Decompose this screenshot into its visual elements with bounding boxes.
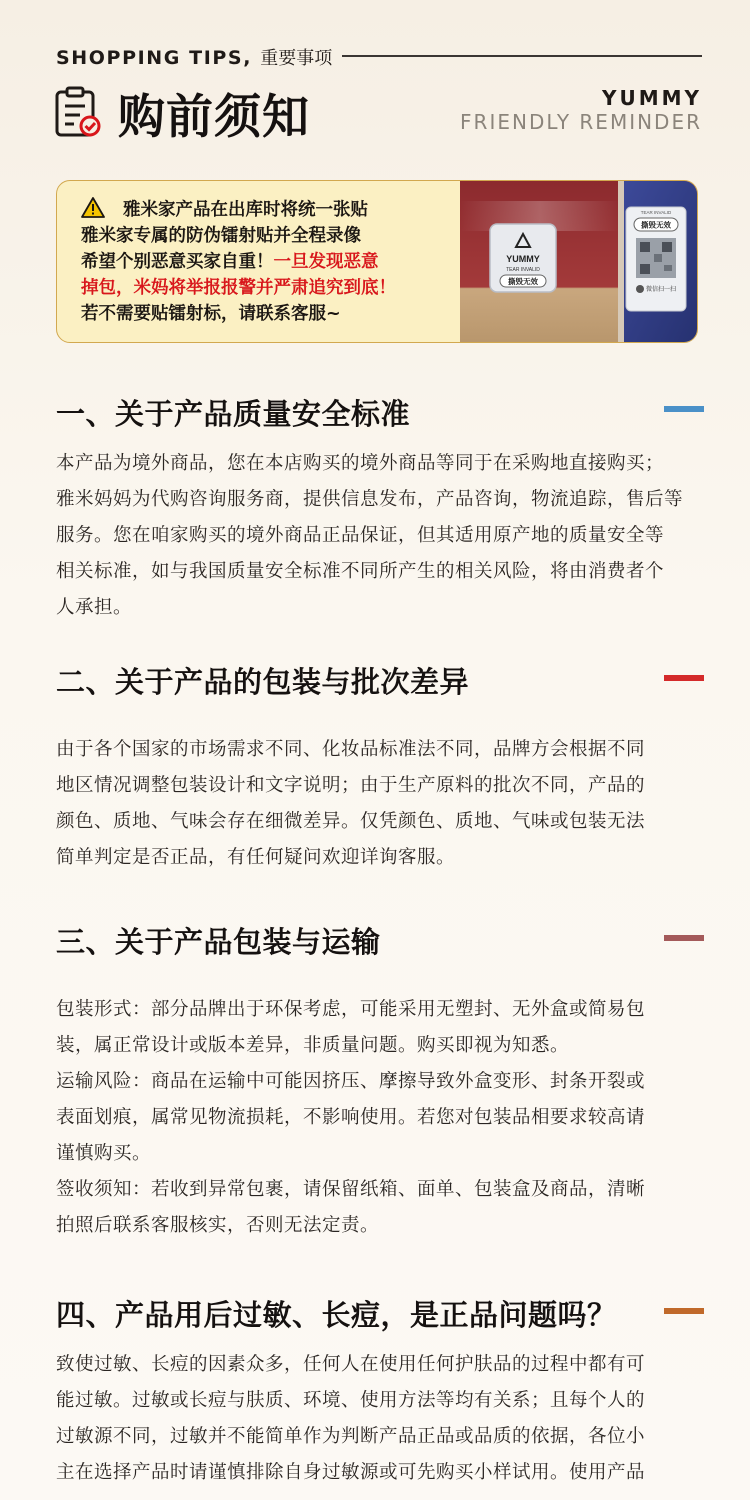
section-4-title: 四、产品用后过敏、长痘，是正品问题吗？ bbox=[56, 1298, 617, 1332]
notice-line-4-warning: 掉包，米妈将举报报警并严肃追究到底！ bbox=[81, 278, 396, 298]
section-3-line: 装，属正常设计或版本差异，非质量问题。购买即视为知悉。 bbox=[56, 1035, 570, 1056]
section-3-line: 运输风险：商品在运输中可能因挤压、摩擦导致外盒变形、封条开裂或 bbox=[56, 1071, 646, 1092]
sticker-sub: TEAR INVALID bbox=[506, 267, 540, 273]
section-3-title: 三、关于产品包装与运输 bbox=[56, 925, 381, 959]
notice-line-3-warning: 一旦发现恶意 bbox=[273, 252, 379, 272]
section-2-line: 简单判定是否正品，有任何疑问欢迎详询客服。 bbox=[56, 847, 456, 868]
section-4-line: 致使过敏、长痘的因素众多，任何人在使用任何护肤品的过程中都有可 bbox=[56, 1354, 646, 1375]
section-1-accent-bar bbox=[664, 406, 704, 412]
warning-icon bbox=[81, 197, 105, 218]
section-3-line: 谨慎购买。 bbox=[56, 1143, 152, 1164]
notice-line-5: 若不需要贴镭射标，请联系客服~ bbox=[81, 304, 341, 324]
tips-cn: 重要事项 bbox=[260, 48, 333, 69]
qr-top-label: TEAR INVALID bbox=[640, 210, 672, 215]
friendly-reminder-label: FRIENDLY REMINDER bbox=[460, 110, 702, 134]
section-1-title: 一、关于产品质量安全标准 bbox=[56, 397, 411, 431]
section-2-line: 由于各个国家的市场需求不同、化妆品标准法不同，品牌方会根据不同 bbox=[56, 739, 646, 760]
section-3-line: 拍照后联系客服核实，否则无法定责。 bbox=[56, 1215, 380, 1236]
section-3-line: 签收须知：若收到异常包裹，请保留纸箱、面单、包装盒及商品，清晰 bbox=[56, 1179, 646, 1200]
section-2-line: 地区情况调整包装设计和文字说明；由于生产原料的批次不同，产品的 bbox=[56, 775, 646, 796]
page-title: 购前须知 bbox=[118, 90, 310, 145]
section-4-line: 过敏源不同，过敏并不能简单作为判断产品正品或品质的依据，各位小 bbox=[56, 1426, 646, 1447]
qr-scan-label: 微信扫一扫 bbox=[645, 286, 677, 293]
notice-line-2: 雅米家专属的防伪镭射贴并全程录像 bbox=[81, 226, 361, 246]
section-1-line: 雅米妈妈为代购咨询服务商，提供信息发布，产品咨询，物流追踪，售后等 bbox=[56, 489, 684, 510]
section-2-body bbox=[56, 732, 704, 876]
header-divider bbox=[342, 55, 702, 57]
brand-name: YUMMY bbox=[601, 86, 702, 110]
section-4-line: 主在选择产品时请谨慎排除自身过敏源或可先购买小样试用。使用产品 bbox=[56, 1462, 646, 1483]
section-4-accent-bar bbox=[664, 1308, 704, 1314]
section-1-line: 本产品为境外商品，您在本店购买的境外商品等同于在采购地直接购买； bbox=[56, 453, 665, 474]
section-4-body bbox=[56, 1347, 704, 1491]
sticker-brand: YUMMY bbox=[506, 254, 540, 264]
section-4-line: 能过敏。过敏或长痘与肤质、环境、使用方法等均有关系；且每个人的 bbox=[56, 1390, 646, 1411]
notice-line-1: 雅米家产品在出库时将统一张贴 bbox=[123, 200, 368, 220]
qr-button: 撕毁无效 bbox=[641, 220, 671, 230]
section-3-line: 表面划痕，属常见物流损耗，不影响使用。若您对包装品相要求较高请 bbox=[56, 1107, 646, 1128]
clipboard-check-icon bbox=[54, 86, 102, 138]
shopping-tips-label bbox=[56, 44, 332, 70]
section-3-accent-bar bbox=[664, 935, 704, 941]
section-2-accent-bar bbox=[664, 675, 704, 681]
section-3-body bbox=[56, 992, 704, 1244]
section-2-title: 二、关于产品的包装与批次差异 bbox=[56, 665, 470, 699]
section-1-line: 相关标准，如与我国质量安全标准不同所产生的相关风险，将由消费者个 bbox=[56, 561, 665, 582]
section-2-line: 颜色、质地、气味会存在细微差异。仅凭颜色、质地、气味或包装无法 bbox=[56, 811, 646, 832]
section-3-line: 包装形式：部分品牌出于环保考虑，可能采用无塑封、无外盒或简易包 bbox=[56, 999, 646, 1020]
tips-en: SHOPPING TIPS, bbox=[56, 47, 253, 69]
section-1-line: 服务。您在咱家购买的境外商品正品保证，但其适用原产地的质量安全等 bbox=[56, 525, 665, 546]
laser-sticker-photo bbox=[460, 181, 698, 343]
sticker-button: 撕毁无效 bbox=[508, 277, 538, 286]
notice-text bbox=[81, 197, 471, 327]
notice-line-3: 希望个别恶意买家自重！ bbox=[81, 252, 274, 272]
section-1-line: 人承担。 bbox=[56, 597, 133, 618]
anti-counterfeit-notice bbox=[56, 180, 698, 343]
section-1-body bbox=[56, 446, 704, 626]
